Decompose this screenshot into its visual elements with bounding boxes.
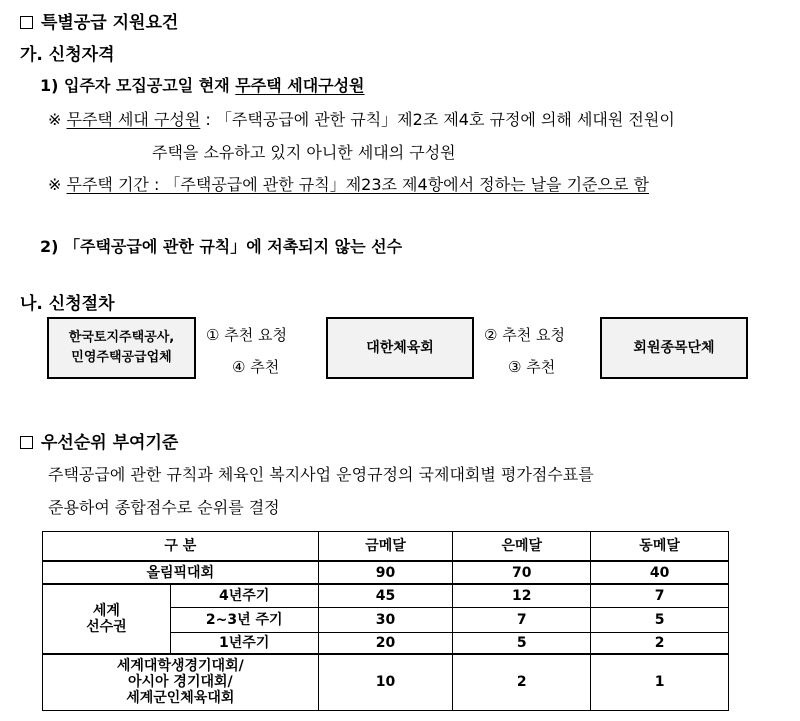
flow-arrow1-bottom: ④ 추천 bbox=[232, 358, 280, 376]
checkbox-square-icon bbox=[20, 16, 33, 29]
cell-gold: 45 bbox=[318, 584, 453, 607]
cell-silver: 5 bbox=[453, 632, 591, 654]
subsection-ga-label: 가. 신청자격 bbox=[20, 45, 115, 65]
flow-box-korea-sports-council bbox=[326, 317, 474, 379]
flow-arrow2-bottom: ③ 추천 bbox=[508, 358, 556, 376]
table-row bbox=[43, 561, 729, 584]
world-group-line1: 세계 bbox=[92, 603, 120, 619]
row-label: 1년주기 bbox=[170, 632, 318, 654]
table-header-row bbox=[43, 532, 729, 562]
item-1 bbox=[40, 73, 365, 96]
flow-box1-line2: 민영주택공급업체 bbox=[71, 350, 172, 365]
cell-bronze: 7 bbox=[591, 584, 729, 607]
section-title-priority bbox=[20, 428, 178, 453]
section-title-eligibility bbox=[20, 8, 178, 33]
flow-box-lh-builders bbox=[47, 317, 196, 379]
checkbox-square-icon bbox=[20, 436, 33, 449]
score-table bbox=[42, 531, 729, 711]
section2-title-text: 우선순위 부여기준 bbox=[41, 433, 179, 453]
subsection-na-label: 나. 신청절차 bbox=[20, 294, 115, 314]
flow-arrow1-top: ① 추천 요청 bbox=[206, 326, 287, 344]
header-bronze: 동메달 bbox=[591, 532, 729, 562]
flow-arrow2-top: ② 추천 요청 bbox=[484, 326, 565, 344]
priority-desc-line2: 준용하여 종합점수로 순위를 결정 bbox=[48, 498, 280, 517]
header-category: 구 분 bbox=[43, 532, 319, 562]
flow-box1-line1: 한국토지주택공사, bbox=[68, 330, 175, 345]
table-row bbox=[43, 584, 729, 607]
row-group-world-championship bbox=[43, 584, 171, 654]
item-1-prefix: 1) 입주자 모집공고일 현재 bbox=[40, 76, 236, 95]
section-title-text: 특별공급 지원요건 bbox=[41, 13, 179, 33]
cell-gold: 90 bbox=[318, 561, 453, 584]
cell-bronze: 40 bbox=[591, 561, 729, 584]
cell-silver: 12 bbox=[453, 584, 591, 607]
row-label: 4년주기 bbox=[170, 584, 318, 607]
note-1-rule: 「주택공급에 관한 규칙」제2조 제4호 규정에 의해 세대원 전원이 bbox=[215, 110, 675, 129]
item-1-underlined: 무주택 세대구성원 bbox=[235, 76, 365, 95]
header-silver: 은메달 bbox=[453, 532, 591, 562]
last-row-line3: 세계군인체육대회 bbox=[126, 690, 235, 707]
flow-box3-text: 회원종목단체 bbox=[633, 340, 715, 356]
last-row-line1: 세계대학생경기대회/ bbox=[116, 658, 244, 675]
last-row-line2: 아시아 경기대회/ bbox=[127, 674, 233, 691]
row-label-olympic: 올림픽대회 bbox=[43, 561, 319, 584]
cell-silver: 2 bbox=[453, 654, 591, 710]
cell-bronze: 1 bbox=[591, 654, 729, 710]
cell-gold: 10 bbox=[318, 654, 453, 710]
note-2 bbox=[48, 172, 649, 195]
note-1-term: 무주택 세대 구성원 bbox=[66, 110, 201, 129]
note-1 bbox=[48, 107, 675, 130]
header-gold: 금메달 bbox=[318, 532, 453, 562]
note-mark: ※ bbox=[48, 110, 62, 129]
note-2-text: 무주택 기간 : 「주택공급에 관한 규칙」제23조 제4항에서 정하는 날을 기준으로 함 bbox=[66, 175, 649, 194]
flow-box-member-federations bbox=[600, 317, 748, 379]
world-group-line2: 선수권 bbox=[86, 619, 127, 635]
cell-gold: 30 bbox=[318, 607, 453, 632]
flow-box2-text: 대한체육회 bbox=[366, 340, 434, 356]
row-label-multi-sport bbox=[43, 654, 319, 710]
cell-silver: 7 bbox=[453, 607, 591, 632]
item-2: 2) 「주택공급에 관한 규칙」에 저촉되지 않는 선수 bbox=[40, 237, 403, 256]
cell-bronze: 5 bbox=[591, 607, 729, 632]
table-row bbox=[43, 654, 729, 710]
note-mark: ※ bbox=[48, 175, 62, 194]
note-1-line2: 주택을 소유하고 있지 아니한 세대의 구성원 bbox=[152, 143, 456, 162]
cell-bronze: 2 bbox=[591, 632, 729, 654]
note-1-sep: : bbox=[200, 110, 216, 129]
priority-desc-line1: 주택공급에 관한 규칙과 체육인 복지사업 운영규정의 국제대회별 평가점수표를 bbox=[48, 465, 594, 484]
cell-silver: 70 bbox=[453, 561, 591, 584]
row-label: 2~3년 주기 bbox=[170, 607, 318, 632]
cell-gold: 20 bbox=[318, 632, 453, 654]
